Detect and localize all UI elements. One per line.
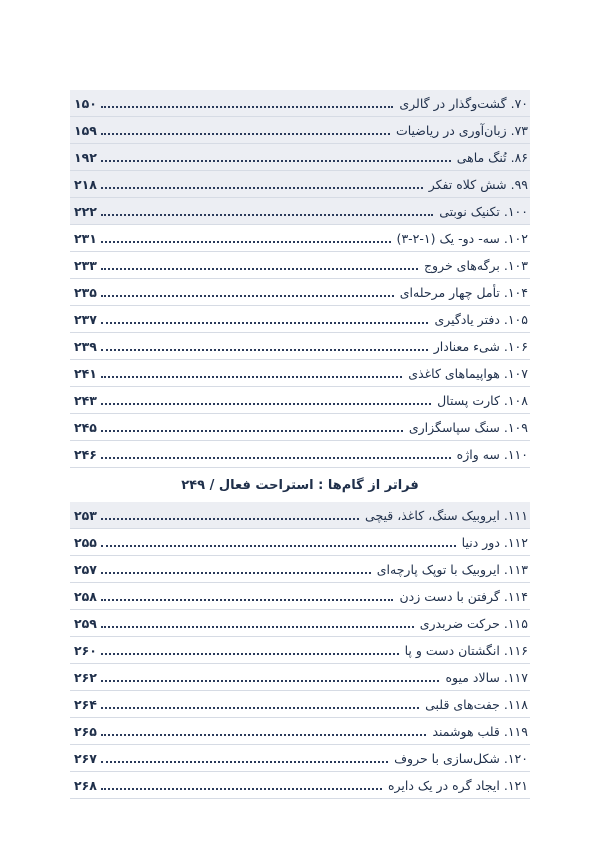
dot-leader	[101, 679, 440, 682]
toc-entry[interactable]	[70, 360, 530, 387]
toc-entry-title: ۱۱۹. قلب هوشمند	[432, 723, 528, 739]
toc-entry-page-number: ۲۶۲	[74, 669, 97, 685]
dot-leader	[101, 159, 451, 162]
toc-entry[interactable]	[70, 117, 530, 144]
dot-leader	[101, 429, 403, 432]
toc-entry-title: ۱۱۶. انگشتان دست و پا	[404, 642, 528, 658]
toc-entry[interactable]	[70, 772, 530, 799]
toc-entry-title: ۱۲۰. شکل‌سازی با حروف	[394, 750, 528, 766]
toc-entry[interactable]	[70, 198, 530, 225]
toc-entry[interactable]	[70, 691, 530, 718]
toc-entry-page-number: ۲۴۱	[74, 365, 97, 381]
toc-entry-title: ۱۰۹. سنگ سپاسگزاری	[408, 419, 528, 435]
dot-leader	[101, 517, 359, 520]
toc-entry-title: ۱۱۸. جفت‌های قلبی	[425, 696, 528, 712]
dot-leader	[101, 456, 451, 459]
dot-leader	[101, 321, 429, 324]
dot-leader	[101, 706, 419, 709]
toc-entry-page-number: ۱۹۲	[74, 149, 97, 165]
toc-entry-page-number: ۱۵۹	[74, 122, 97, 138]
dot-leader	[101, 571, 371, 574]
toc-entry-title: ۱۰۷. هواپیماهای کاغذی	[408, 365, 528, 381]
dot-leader	[101, 186, 423, 189]
dot-leader	[101, 760, 388, 763]
dot-leader	[101, 733, 427, 736]
table-of-contents	[70, 90, 530, 799]
toc-entry-page-number: ۲۵۵	[74, 534, 97, 550]
toc-entry[interactable]	[70, 387, 530, 414]
dot-leader	[101, 402, 431, 405]
section-header: فراتر از گام‌ها : استراحت فعال / ۲۴۹	[181, 477, 419, 493]
toc-entry-title: ۱۱۵. حرکت ضربدری	[419, 615, 528, 631]
toc-entry[interactable]	[70, 144, 530, 171]
toc-entry-page-number: ۲۱۸	[74, 176, 97, 192]
toc-entry-title: ۱۰۰. تکنیک نوبتی	[433, 204, 530, 219]
toc-entry-page-number: ۲۳۹	[74, 338, 97, 354]
toc-entry-title: ۱۱۴. گرفتن با دست زدن	[399, 588, 528, 604]
toc-entry-title: ۷۳. زبان‌آوری در ریاضیات	[390, 123, 530, 138]
toc-entry-page-number: ۲۵۸	[74, 588, 97, 604]
toc-entry[interactable]	[70, 333, 530, 360]
toc-entry[interactable]	[70, 171, 530, 198]
toc-entry-page-number: ۲۶۰	[74, 642, 97, 658]
toc-entry[interactable]	[70, 664, 530, 691]
toc-entry-title: ۱۱۲. دور دنیا	[461, 534, 528, 550]
toc-entry-title: ۸۶. تُنگ ماهی	[451, 150, 530, 165]
dot-leader	[101, 787, 382, 790]
toc-entry[interactable]	[70, 556, 530, 583]
toc-entry-page-number: ۲۴۵	[74, 419, 97, 435]
toc-entry[interactable]	[70, 583, 530, 610]
toc-entry[interactable]	[70, 441, 530, 468]
toc-entry[interactable]	[70, 718, 530, 745]
toc-entry-page-number: ۲۶۴	[74, 696, 97, 712]
dot-leader	[101, 213, 433, 216]
dot-leader	[101, 240, 391, 243]
dot-leader	[101, 267, 418, 270]
toc-entry[interactable]	[70, 414, 530, 441]
toc-entry-title: ۱۱۰. سه واژه	[456, 446, 528, 462]
toc-entry[interactable]	[70, 90, 530, 117]
toc-part-2	[70, 502, 530, 799]
toc-entry-page-number: ۲۴۳	[74, 392, 97, 408]
toc-entry-page-number: ۲۶۵	[74, 723, 97, 739]
toc-entry[interactable]	[70, 279, 530, 306]
toc-entry[interactable]	[70, 610, 530, 637]
toc-entry-title: ۱۲۱. ایجاد گره در یک دایره	[387, 777, 528, 793]
toc-entry-title: ۱۰۸. کارت پستال	[437, 392, 528, 408]
dot-leader	[101, 625, 414, 628]
toc-entry-page-number: ۲۳۳	[74, 257, 97, 273]
toc-entry-title: ۱۰۶. شیء معنادار	[433, 338, 528, 354]
toc-entry[interactable]	[70, 745, 530, 772]
toc-entry-title: ۱۰۳. برگه‌های خروج	[423, 257, 528, 273]
toc-entry[interactable]	[70, 306, 530, 333]
dot-leader	[101, 652, 399, 655]
toc-entry-page-number: ۲۵۷	[74, 561, 97, 577]
toc-entry[interactable]	[70, 529, 530, 556]
toc-entry-page-number: ۱۵۰	[74, 95, 97, 111]
toc-entry-page-number: ۲۵۹	[74, 615, 97, 631]
toc-part-1	[70, 90, 530, 468]
dot-leader	[101, 294, 394, 297]
toc-entry-title: ۷۰. گشت‌وگذار در گالری	[393, 96, 530, 111]
dot-leader	[101, 132, 390, 135]
toc-entry-page-number: ۲۳۵	[74, 284, 97, 300]
toc-entry-title: ۹۹. شش کلاه تفکر	[423, 177, 530, 192]
toc-entry[interactable]	[70, 225, 530, 252]
dot-leader	[101, 105, 393, 108]
toc-entry-page-number: ۲۲۲	[74, 203, 97, 219]
toc-entry[interactable]	[70, 252, 530, 279]
toc-entry-title: ۱۱۷. سالاد میوه	[445, 669, 528, 685]
toc-entry-page-number: ۲۴۶	[74, 446, 97, 462]
toc-entry-page-number: ۲۶۸	[74, 777, 97, 793]
dot-leader	[101, 375, 402, 378]
toc-entry-title: ۱۰۴. تأمل چهار مرحله‌ای	[399, 284, 528, 300]
dot-leader	[101, 348, 428, 351]
dot-leader	[101, 598, 394, 601]
toc-entry-page-number: ۲۵۳	[74, 507, 97, 523]
toc-entry[interactable]	[70, 637, 530, 664]
toc-entry-title: ۱۱۱. ایروبیک سنگ، کاغذ، قیچی	[359, 508, 530, 523]
toc-entry-title: ۱۰۵. دفتر یادگیری	[434, 311, 528, 327]
dot-leader	[101, 544, 456, 547]
toc-entry-page-number: ۲۶۷	[74, 750, 97, 766]
toc-entry-page-number: ۲۳۱	[74, 230, 97, 246]
toc-entry-title: ۱۰۲. سه- دو- یک (۱-۲-۳)	[396, 230, 528, 246]
toc-entry[interactable]	[70, 502, 530, 529]
toc-entry-page-number: ۲۳۷	[74, 311, 97, 327]
toc-entry-title: ۱۱۳. ایروبیک با توپک پارچه‌ای	[376, 561, 528, 577]
